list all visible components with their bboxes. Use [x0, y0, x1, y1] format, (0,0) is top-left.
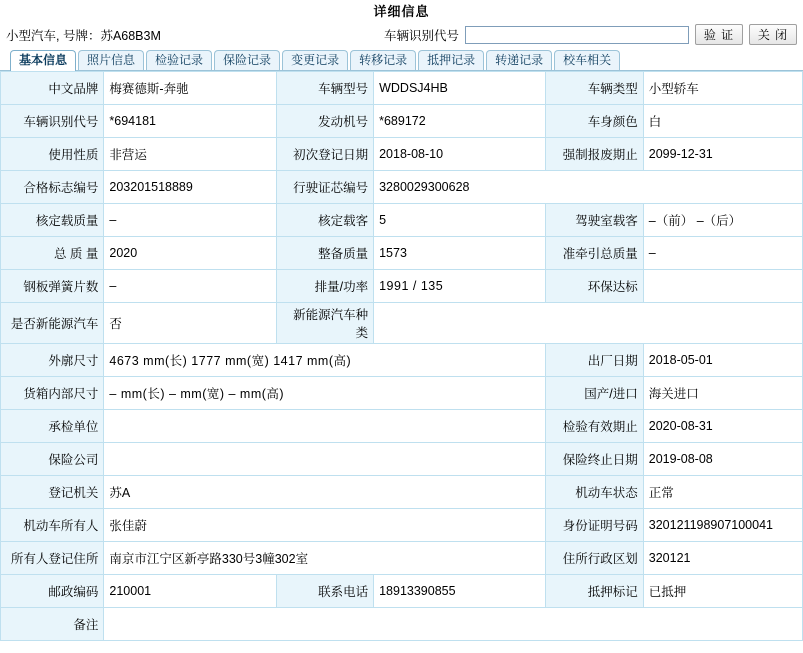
field-value-inspection-valid-until: 2020-08-31 — [643, 410, 802, 443]
field-value-owner-name: 张佳蔚 — [104, 509, 546, 542]
field-label: 初次登记日期 — [276, 138, 373, 171]
tab-change-records[interactable]: 变更记录 — [282, 50, 348, 70]
field-label: 身份证明号码 — [546, 509, 643, 542]
field-label: 整备质量 — [276, 237, 373, 270]
field-value-passengers: 5 — [374, 204, 546, 237]
field-label: 所有人登记住所 — [1, 542, 104, 575]
field-value-registration-authority: 苏A — [104, 476, 546, 509]
field-value-first-registration-date: 2018-08-10 — [374, 138, 546, 171]
tab-insurance-records[interactable]: 保险记录 — [214, 50, 280, 70]
field-label: 核定载客 — [276, 204, 373, 237]
field-label: 邮政编码 — [1, 575, 104, 608]
field-label: 环保达标 — [546, 270, 643, 303]
field-label: 行驶证芯编号 — [276, 171, 373, 204]
field-value-new-energy: 否 — [104, 303, 276, 344]
field-value-manufacture-date: 2018-05-01 — [643, 344, 802, 377]
field-value-body-color: 白 — [643, 105, 802, 138]
tab-school-bus[interactable]: 校车相关 — [554, 50, 620, 70]
field-value-usage: 非营运 — [104, 138, 276, 171]
field-label: 联系电话 — [276, 575, 373, 608]
field-value-license-chip-no: 3280029300628 — [374, 171, 803, 204]
field-value-phone: 18913390855 — [374, 575, 546, 608]
field-label: 准牵引总质量 — [546, 237, 643, 270]
toolbar — [0, 22, 803, 49]
field-label: 排量/功率 — [276, 270, 373, 303]
field-label: 机动车所有人 — [1, 509, 104, 542]
table-row — [1, 509, 803, 542]
table-row — [1, 542, 803, 575]
tab-delivery-records[interactable]: 转递记录 — [486, 50, 552, 70]
field-value-insurance-end-date: 2019-08-08 — [643, 443, 802, 476]
field-value-load-capacity: – — [104, 204, 276, 237]
field-value-new-energy-type — [374, 303, 803, 344]
field-value-cab-passengers: –（前） –（后） — [643, 204, 802, 237]
field-label: 国产/进口 — [546, 377, 643, 410]
field-label: 驾驶室载客 — [546, 204, 643, 237]
tab-inspection-records[interactable]: 检验记录 — [146, 50, 212, 70]
field-label: 总 质 量 — [1, 237, 104, 270]
table-row — [1, 171, 803, 204]
vehicle-detail-table — [0, 71, 803, 641]
field-label: 机动车状态 — [546, 476, 643, 509]
field-value-towing-mass: – — [643, 237, 802, 270]
field-value-leaf-springs: – — [104, 270, 276, 303]
table-row — [1, 270, 803, 303]
field-value-vehicle-type: 小型轿车 — [643, 72, 802, 105]
table-row — [1, 138, 803, 171]
field-value-curb-mass: 1573 — [374, 237, 546, 270]
field-label: 车身颜色 — [546, 105, 643, 138]
vin-label: 车辆识别代号 — [383, 28, 459, 43]
field-value-insurance-company — [104, 443, 546, 476]
field-value-engine-no: *689172 — [374, 105, 546, 138]
field-value-qualification-no: 203201518889 — [104, 171, 276, 204]
field-value-brand: 梅赛德斯-奔驰 — [104, 72, 276, 105]
tab-basic-info[interactable]: 基本信息 — [10, 50, 76, 71]
field-value-vehicle-status: 正常 — [643, 476, 802, 509]
table-row — [1, 303, 803, 344]
table-row — [1, 344, 803, 377]
field-value-cargo-dimensions: – mm(长) – mm(宽) – mm(高) — [104, 377, 546, 410]
field-label: 保险公司 — [1, 443, 104, 476]
field-label: 合格标志编号 — [1, 171, 104, 204]
field-value-displacement-power: 1991 / 135 — [374, 270, 546, 303]
field-label: 保险终止日期 — [546, 443, 643, 476]
field-label: 检验有效期止 — [546, 410, 643, 443]
table-row — [1, 72, 803, 105]
tab-photo-info[interactable]: 照片信息 — [78, 50, 144, 70]
tab-transfer-records[interactable]: 转移记录 — [350, 50, 416, 70]
field-label: 外廓尺寸 — [1, 344, 104, 377]
field-label: 中文品牌 — [1, 72, 104, 105]
field-label: 核定载质量 — [1, 204, 104, 237]
field-label: 车辆类型 — [546, 72, 643, 105]
field-value-scrap-date: 2099-12-31 — [643, 138, 802, 171]
field-label: 新能源汽车种类 — [276, 303, 373, 344]
table-row — [1, 237, 803, 270]
field-value-remark — [104, 608, 803, 641]
field-label: 车辆识别代号 — [1, 105, 104, 138]
tab-bar — [0, 49, 803, 71]
table-row — [1, 575, 803, 608]
table-row — [1, 410, 803, 443]
field-label: 出厂日期 — [546, 344, 643, 377]
page-title: 详细信息 — [373, 4, 430, 19]
field-value-emission-standard — [643, 270, 802, 303]
plate-label: 小型汽车, 号牌：苏A68B3M — [6, 28, 161, 43]
field-value-inspection-unit — [104, 410, 546, 443]
field-value-address-division-code: 320121 — [643, 542, 802, 575]
vin-input[interactable] — [465, 26, 689, 44]
field-label: 货箱内部尺寸 — [1, 377, 104, 410]
field-label: 强制报废期止 — [546, 138, 643, 171]
field-label: 车辆型号 — [276, 72, 373, 105]
verify-button[interactable]: 验 证 — [695, 24, 743, 45]
field-value-owner-address: 南京市江宁区新亭路330号3幢302室 — [104, 542, 546, 575]
table-row — [1, 608, 803, 641]
field-value-id-number: 320121198907100041 — [643, 509, 802, 542]
close-button[interactable]: 关 闭 — [749, 24, 797, 45]
field-value-mortgage-status: 已抵押 — [643, 575, 802, 608]
field-label: 住所行政区划 — [546, 542, 643, 575]
field-label: 抵押标记 — [546, 575, 643, 608]
table-row — [1, 105, 803, 138]
field-label: 承检单位 — [1, 410, 104, 443]
field-value-postcode: 210001 — [104, 575, 276, 608]
field-value-gross-mass: 2020 — [104, 237, 276, 270]
field-label: 使用性质 — [1, 138, 104, 171]
field-label: 发动机号 — [276, 105, 373, 138]
table-row — [1, 443, 803, 476]
field-value-domestic-import: 海关进口 — [643, 377, 802, 410]
table-row — [1, 377, 803, 410]
field-label: 钢板弹簧片数 — [1, 270, 104, 303]
table-row — [1, 476, 803, 509]
tab-mortgage-records[interactable]: 抵押记录 — [418, 50, 484, 70]
field-value-exterior-dimensions: 4673 mm(长) 1777 mm(宽) 1417 mm(高) — [104, 344, 546, 377]
field-label: 备注 — [1, 608, 104, 641]
field-label: 登记机关 — [1, 476, 104, 509]
table-row — [1, 204, 803, 237]
field-value-model: WDDSJ4HB — [374, 72, 546, 105]
field-label: 是否新能源汽车 — [1, 303, 104, 344]
field-value-vin: *694181 — [104, 105, 276, 138]
